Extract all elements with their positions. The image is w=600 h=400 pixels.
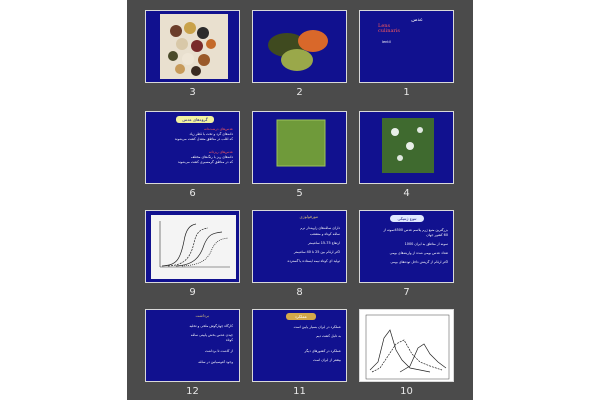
slide-number-7: 7 <box>403 287 410 298</box>
slide-12-line-5: وجود آنتوسیانین در ساقه <box>198 360 233 364</box>
slide-6-line-1: دانه‌های گرد و تخت با قطر زیاد <box>189 132 233 136</box>
slide-6-line-3: دانه‌های ریز با رنگ‌های مختلف <box>190 155 233 159</box>
slide-thumbnail-6[interactable] <box>145 111 240 184</box>
lentil-plant-photo <box>360 112 454 184</box>
slide-thumbnail-12[interactable] <box>145 309 240 382</box>
slide-6-bullet-2: عدس‌های ریزدانه <box>208 150 233 154</box>
slide-8-heading: مورفولوژی <box>299 214 318 219</box>
slide-11-line-4: بیشتر از ایران است <box>313 358 341 362</box>
slide-thumbnail-11[interactable] <box>252 309 347 382</box>
slide-12-line-3: کوتاه <box>225 338 233 342</box>
slide-thumbnail-1[interactable] <box>359 10 454 83</box>
slide-6-line-4: که در مناطق گرمسیری کشت می‌شوند <box>177 160 233 164</box>
slide-6-bullet-1: عدس‌های درشت‌دانه <box>203 127 233 131</box>
slide-8-line-2: ساقه کوتاه و منشعب <box>309 232 340 236</box>
slide-6-heading: گروه‌های عدس <box>176 116 214 123</box>
slide-number-10: 10 <box>400 386 413 397</box>
slide-number-2: 2 <box>296 87 303 98</box>
slide-number-12: 12 <box>186 386 199 397</box>
slide-7-line-5: اکثر ارقام از گزینش داخل توده‌های بومی <box>390 260 448 264</box>
slide-11-heading: عملکرد <box>286 313 316 320</box>
slide-7-line-2: 60 کشور جهان <box>426 233 448 237</box>
slide-thumbnail-10[interactable] <box>359 309 454 382</box>
slide-7-heading: تنوع ژنتیکی <box>390 215 424 222</box>
slide-thumbnail-7[interactable] <box>359 210 454 283</box>
slide-number-6: 6 <box>189 188 196 199</box>
slide-7-line-1: بزرگترین منبع ژرم پلاسم عدس 4500نمونه از <box>383 228 448 232</box>
slide-1-sub: lentil <box>382 40 391 44</box>
slide-8-line-4: اکثر ارقام بین 25 تا 40 سانتیمتر <box>293 250 340 254</box>
slide-8-line-1: دارای ساقه‌های زاویه‌دار نرم <box>300 226 340 230</box>
slide-11-line-1: عملکرد در ایران بسیار پایین است <box>293 325 341 329</box>
slide-11-line-3: عملکرد در کشورهای دیگر <box>304 349 341 353</box>
slide-thumbnail-3[interactable] <box>145 10 240 83</box>
slide-number-11: 11 <box>293 386 306 397</box>
slide-thumbnail-8[interactable] <box>252 210 347 283</box>
slide-number-1: 1 <box>403 87 410 98</box>
slide-12-line-1: کارگاه چهارگوش ملخی و تخلیه <box>189 324 233 328</box>
slide-number-3: 3 <box>189 87 196 98</box>
slide-12-heading: برداشت <box>195 313 209 318</box>
lentils-photo <box>253 11 347 83</box>
slide-number-8: 8 <box>296 287 303 298</box>
slide-thumbnail-2[interactable] <box>252 10 347 83</box>
slide-11-line-2: به دلیل کشت دیم <box>316 334 341 338</box>
slide-number-9: 9 <box>189 287 196 298</box>
growth-curve-graph <box>146 211 240 283</box>
slide-1-latin-1: Lens <box>378 23 391 29</box>
slide-number-5: 5 <box>296 188 303 199</box>
slide-12-line-4: از کاشت تا برداشت <box>204 349 233 353</box>
lentil-field-photo <box>253 112 347 184</box>
slide-1-title: عدس <box>411 17 423 23</box>
slide-1-latin-2: culinaris <box>378 28 400 34</box>
yield-line-graph <box>360 310 454 382</box>
slide-number-4: 4 <box>403 188 410 199</box>
slide-thumbnail-4[interactable] <box>359 111 454 184</box>
slide-thumbnail-5[interactable] <box>252 111 347 184</box>
slide-8-line-3: ارتفاع 75-15 سانتیمتر <box>307 241 340 245</box>
slide-7-line-3: نمونه از مناطق به ایران 1000 <box>404 242 448 246</box>
slide-12-line-2: چیدن عدس بخش پایینی ساقه <box>190 333 233 337</box>
slide-8-line-5: تولید ای کوتاه نیمه ایستاده یا گسترده <box>287 259 340 263</box>
slide-7-line-4: تعداد عدس بومی شده از واریته‌های بومی <box>389 251 448 255</box>
slide-thumbnail-9[interactable] <box>145 210 240 283</box>
beans-photo <box>146 11 240 83</box>
slide-6-line-2: که اغلب در مناطق معتدل کشت می‌شوند <box>174 137 233 141</box>
slide-sorter-panel <box>127 0 473 400</box>
